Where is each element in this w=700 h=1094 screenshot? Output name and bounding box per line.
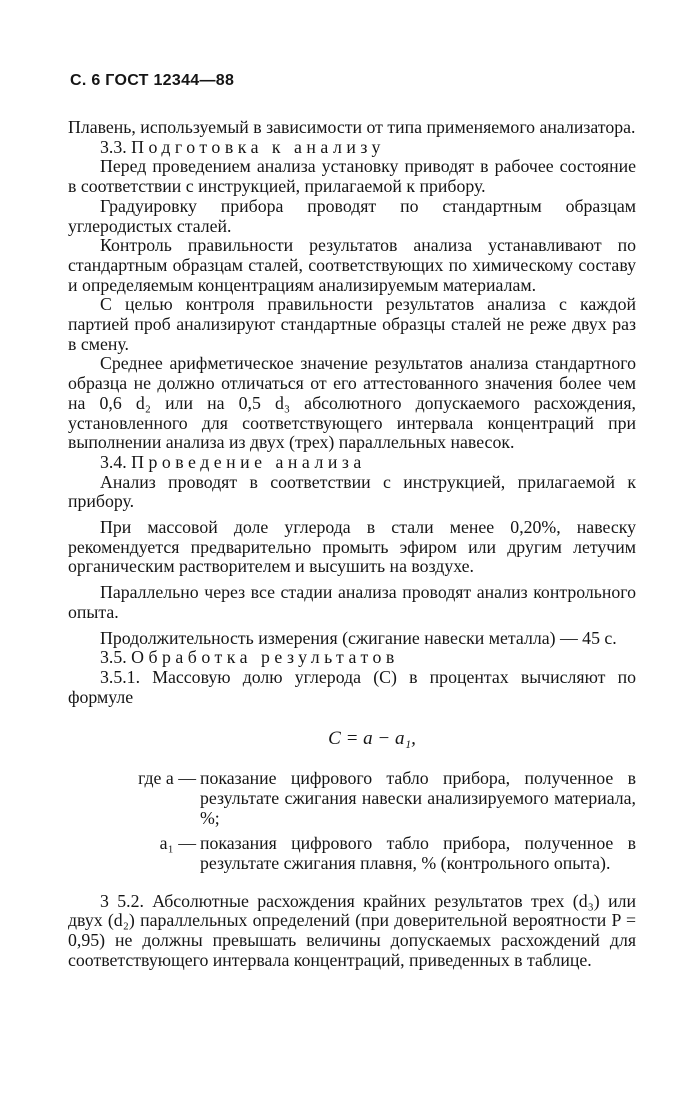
definition-symbol: a₁ —	[159, 833, 196, 854]
definition-text: показание цифрового табло прибора, полученное в результате сжигания навески анализируемого материала, %;	[200, 768, 636, 828]
paragraph-control: Контроль правильности результатов анализа устанавливают по стандартным образцам сталей, соответствующих по химическому составу и определяемым концентрациям анализируемым материалам.	[68, 235, 636, 295]
paragraph-calibration: Градуировку прибора проводят по стандартным образцам углеродистых сталей.	[68, 195, 636, 236]
paragraph-parallel: Параллельно через все стадии анализа проводят анализ контрольного опыта.	[68, 582, 636, 622]
definition-symbol: где a —	[138, 768, 196, 789]
definition-a	[68, 769, 636, 828]
section-title: Проведение анализа	[131, 451, 366, 472]
section-3-5-heading	[68, 648, 636, 668]
paragraph-flux: Плавень, используемый в зависимости от типа применяемого анализатора.	[68, 117, 636, 137]
formula-definitions	[68, 769, 636, 874]
definition-a1	[68, 834, 636, 873]
section-title: Подготовка к анализу	[131, 136, 385, 157]
paragraph-formula-intro: 3.5.1. Массовую долю углерода (C) в процентах вычисляют по формуле	[68, 666, 636, 707]
section-3-4-heading	[68, 453, 636, 473]
section-number: 3.3.	[100, 136, 127, 157]
paragraph-preparation: Перед проведением анализа установку приводят в рабочее состояние в соответствии с инструкцией, прилагаемой к прибору.	[68, 156, 636, 197]
section-number: 3.4.	[100, 451, 127, 472]
paragraph-mean: Среднее арифметическое значение результатов анализа стандартного образца не должно отличаться от его аттестованного значения более чем на 0,6 d₂ или на 0,5 d₃ абсолютного допускаемого расхождения, установленного для соответствующего интервала концентраций при выполнении анализа из двух (трех) параллельных навесок.	[68, 353, 636, 453]
section-number: 3.5.	[100, 647, 127, 668]
paragraph-duration: Продолжительность измерения (сжигание навески металла) — 45 с.	[100, 627, 617, 648]
page-header: С. 6 ГОСТ 12344—88	[70, 72, 235, 89]
section-3-3-heading	[68, 138, 636, 158]
formula: C = a − a₁,	[328, 728, 416, 750]
document-body	[68, 118, 636, 970]
definition-text: показания цифрового табло прибора, полученное в результате сжигания плавня, % (контрольного опыта).	[200, 833, 636, 873]
paragraph-check: С целью контроля правильности результатов анализа с каждой партией проб анализируют стандартные образцы сталей не реже двух раз в смену.	[68, 294, 636, 354]
paragraph-carbon-fraction: При массовой доле углерода в стали менее 0,20%, навеску рекомендуется предварительно промыть эфиром или другим летучим органическим растворителем и высушить на воздухе.	[68, 517, 636, 577]
section-title: Обработка результатов	[131, 647, 399, 668]
paragraph-analysis: Анализ проводят в соответствии с инструкцией, прилагаемой к прибору.	[68, 471, 636, 512]
paragraph-discrepancy: 3 5.2. Абсолютные расхождения крайних результатов трех (d₃) или двух (d₂) параллельных определений (при доверительной вероятности P = 0,95) не должны превышать величины допускаемых расхождений для соответствующего интервала концентраций, приведенных в таблице.	[68, 890, 636, 970]
